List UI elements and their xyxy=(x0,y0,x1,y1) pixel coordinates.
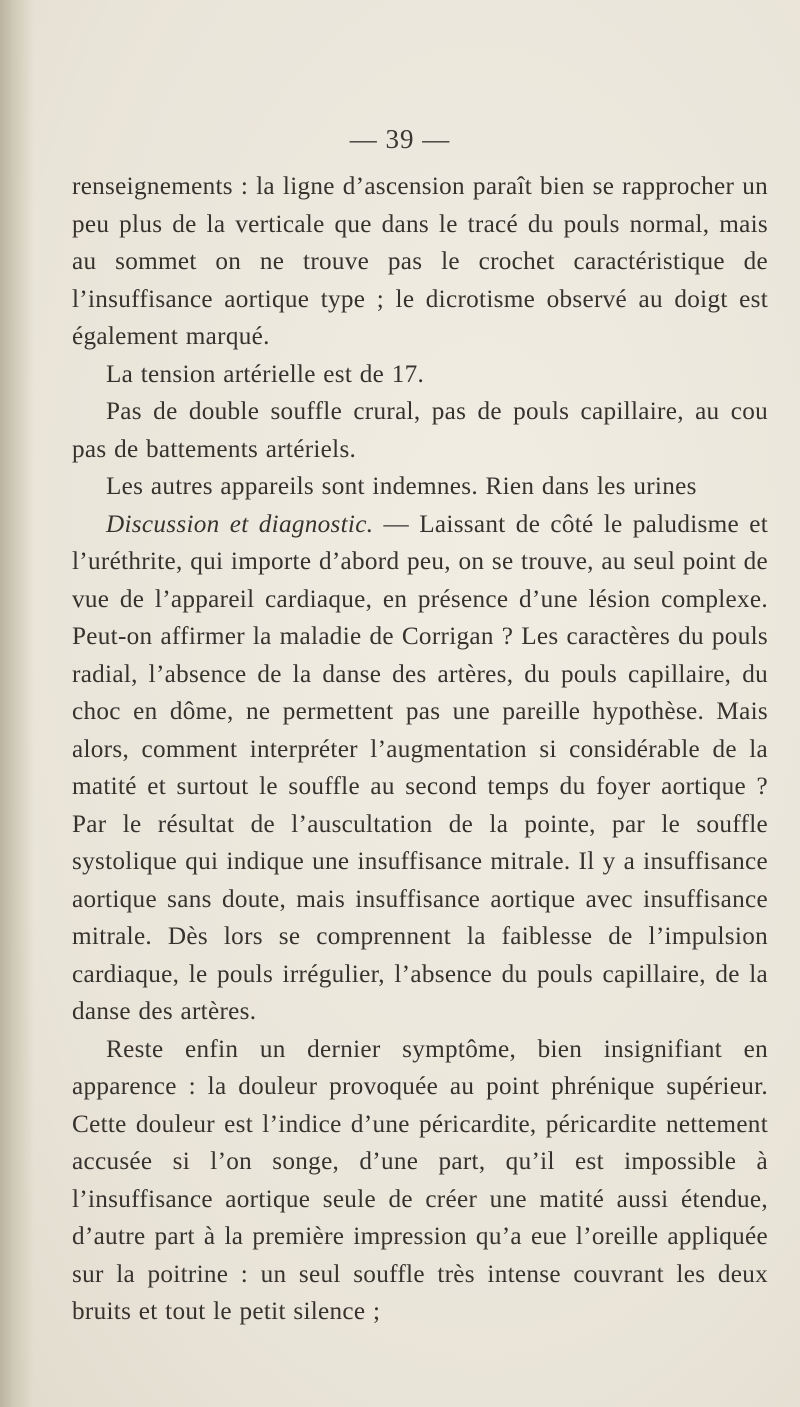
body-text xyxy=(72,168,768,1331)
paragraph-continuation: renseignements : la ligne d’ascension paraît bien se rapprocher un peu plus de la verticale que dans le tracé du pouls normal, mais au sommet on ne trouve pas le crochet caractéristique de l’insuffisance aortique type ; le dicrotisme observé au doigt est également marqué. xyxy=(72,173,768,350)
paragraph-souffle: Pas de double souffle crural, pas de pouls capillaire, au cou pas de battements artériels. xyxy=(72,398,768,463)
paragraph-appareils: Les autres appareils sont indemnes. Rien dans les urines xyxy=(106,473,697,500)
paragraph-symptome: Reste enfin un dernier symptôme, bien insignifiant en apparence : la douleur provoquée au point phrénique supérieur. Cette douleur est l’indice d’une péricardite, péricardite nettement accusée si l’on songe, d’une part, qu’il est impossible à l’insuffisance aortique seule de créer une matité aussi étendue, d’autre part à la première impression qu’a eue l’oreille appliquée sur la poitrine : un seul souffle très intense couvrant les deux bruits et tout le petit silence ; xyxy=(72,1035,768,1325)
page-number: — 39 — xyxy=(349,124,451,154)
binding-edge-shadow xyxy=(0,0,34,1407)
paragraph-tension: La tension artérielle est de 17. xyxy=(106,360,425,388)
section-heading-discussion: Discussion et diagnostic. xyxy=(106,510,374,538)
paragraph-discussion-body: — Laissant de côté le paludisme et l’uréthrite, qui importe d’abord peu, on se trouve, au seul point de vue de l’appareil cardiaque, en présence d’une lésion complexe. Peut-on affirmer la maladie de Corrigan ? Les caractères du pouls radial, l’absence de la danse des artères, du pouls capillaire, du choc en dôme, ne permettent pas une pareille hypothèse. Mais alors, comment interpréter l’augmentation si considérable de la matité et surtout le souffle au second temps du foyer aortique ? Par le résultat de l’auscultation de la pointe, par le souffle systolique qui indique une insuffisance mitrale. Il y a insuffisance aortique sans doute, mais insuffisance aortique avec insuffisance mitrale. Dès lors se comprennent la faiblesse de l’impulsion cardiaque, le pouls irrégulier, l’absence du pouls capillaire, de la danse des artères. xyxy=(72,510,768,1025)
paragraph-discussion xyxy=(72,506,768,1031)
